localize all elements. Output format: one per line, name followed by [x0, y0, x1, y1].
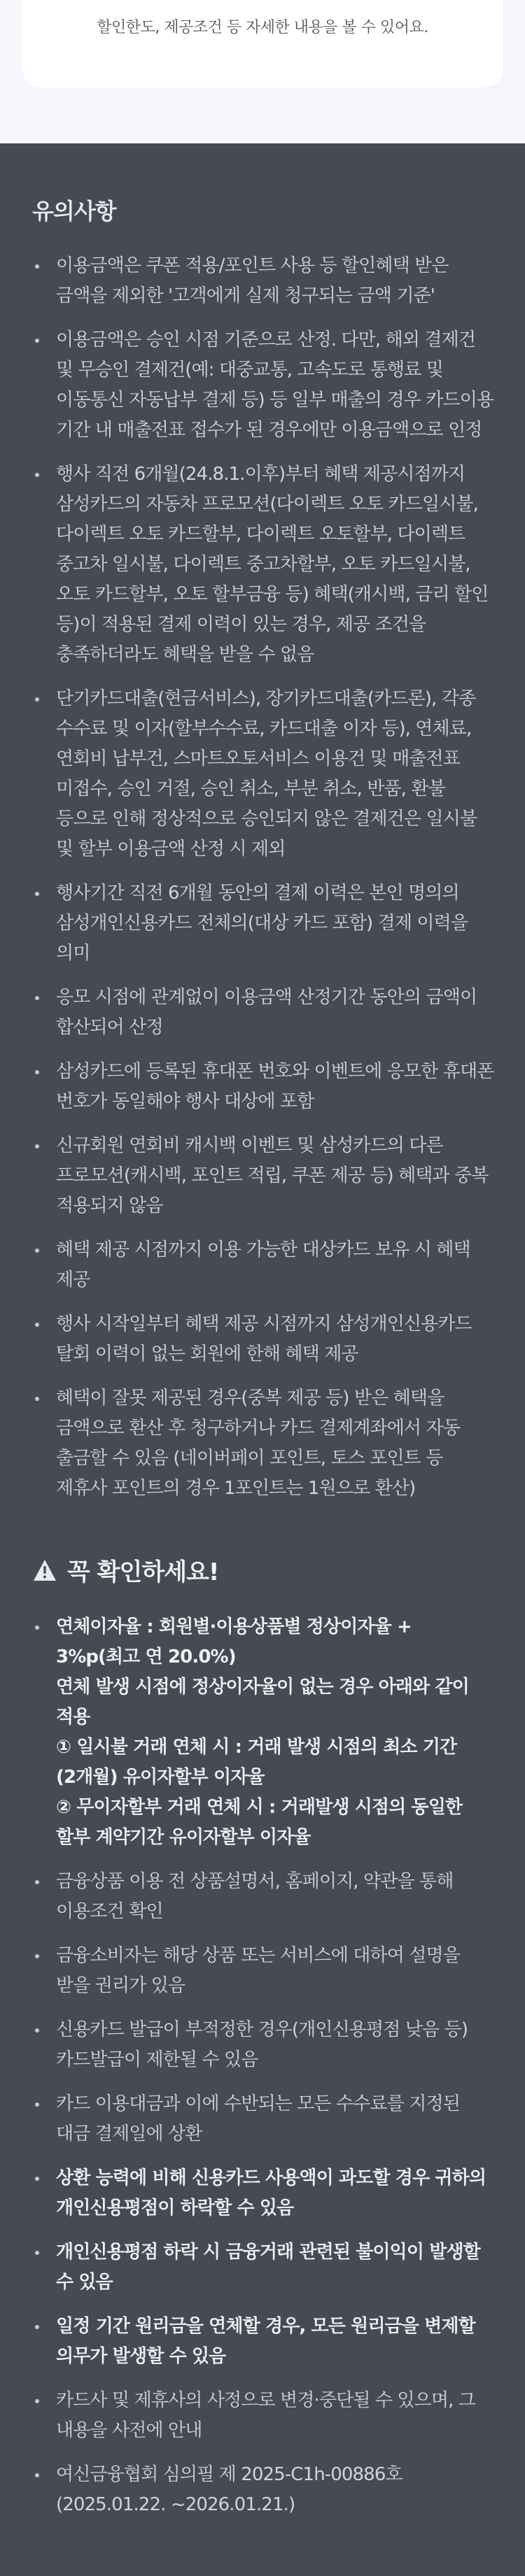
- warning-triangle-icon: [32, 1558, 57, 1582]
- warning-item: 개인신용평점 하락 시 금융거래 관련된 불이익이 발생할 수 있음: [32, 2237, 494, 2298]
- overdue-rate-line: 연체 발생 시점에 정상이자율이 없는 경우 아래와 같이 적용: [56, 1677, 469, 1728]
- notice-item: 혜택이 잘못 제공된 경우(중복 제공 등) 받은 혜택을 금액으로 환산 후 청구하거나 카드 결제계좌에서 자동 출금할 수 있음 (네이버페이 포인트, 토스 포인트 등 제휴사 포인트의 경우 1포인트는 1원으로 환산): [32, 1383, 494, 1504]
- info-card: [22, 0, 503, 87]
- notice-item: 삼성카드에 등록된 휴대폰 번호와 이벤트에 응모한 휴대폰 번호가 동일해야 행사 대상에 포함: [32, 1057, 494, 1117]
- overdue-rate-line: 연체이자율 : 회원별·이용상품별 정상이자율 + 3%p(최고 연 20.0%): [56, 1616, 412, 1667]
- overdue-rate-item: [32, 1612, 494, 1853]
- notice-item: 행사기간 직전 6개월 동안의 결제 이력은 본인 명의의 삼성개인신용카드 전체의(대상 카드 포함) 결제 이력을 의미: [32, 878, 494, 969]
- notice-item: 응모 시점에 관계없이 이용금액 산정기간 동안의 금액이 합산되어 산정: [32, 983, 494, 1043]
- warning-item: 여신금융협회 심의필 제 2025-C1h-00886호 (2025.01.22. ~2026.01.21.): [32, 2460, 494, 2520]
- notice-item: 신규회원 연회비 캐시백 이벤트 및 삼성카드의 다른 프로모션(캐시백, 포인트 적립, 쿠폰 제공 등) 혜택과 중복 적용되지 않음: [32, 1131, 494, 1221]
- warning-item: 신용카드 발급이 부적정한 경우(개인신용평점 낮음 등) 카드발급이 제한될 수 있음: [32, 2015, 494, 2075]
- notice-title: 유의사항: [32, 198, 116, 225]
- notice-item: 행사 직전 6개월(24.8.1.이후)부터 혜택 제공시점까지 삼성카드의 자동차 프로모션(다이렉트 오토 카드일시불, 다이렉트 오토 카드할부, 다이렉트 오토할부, 다이렉트 중고차 일시불, 다이렉트 중고차할부, 오토 카드일시불, 오토 카드할부, 오토 할부금융 등) 혜택(캐시백, 금리 할인 등)이 적용된 결제 이력이 있는 경우, 제공 조건을 충족하더라도 혜택을 받을 수 없음: [32, 460, 494, 670]
- notice-list: [32, 251, 494, 1504]
- overdue-rate-line: ② 무이자할부 거래 연체 시 : 거래발생 시점의 동일한 할부 계약기간 유이자할부 이자율: [56, 1797, 463, 1848]
- warning-list: [32, 1612, 494, 2520]
- warning-item: 카드사 및 제휴사의 사정으로 변경·중단될 수 있으며, 그 내용을 사전에 안내: [32, 2386, 494, 2446]
- warning-item: 일정 기간 원리금을 연체할 경우, 모든 원리금을 변제할 의무가 발생할 수 있음: [32, 2312, 494, 2372]
- warning-title-text: 꼭 확인하세요!: [67, 1558, 219, 1586]
- notice-item: 이용금액은 쿠폰 적용/포인트 사용 등 할인혜택 받은 금액을 제외한 '고객에게 실제 청구되는 금액 기준': [32, 251, 494, 311]
- warning-item: 금융소비자는 해당 상품 또는 서비스에 대하여 설명을 받을 권리가 있음: [32, 1941, 494, 2001]
- notice-item: 혜택 제공 시점까지 이용 가능한 대상카드 보유 시 혜택 제공: [32, 1235, 494, 1295]
- info-card-text: 할인한도, 제공조건 등 자세한 내용을 볼 수 있어요.: [97, 19, 428, 36]
- notice-item: 이용금액은 승인 시점 기준으로 산정. 다만, 해외 결제건 및 무승인 결제건(예: 대중교통, 고속도로 통행료 및 이동통신 자동납부 결제 등) 등 일부 매출의 경우 카드이용 기간 내 매출전표 접수가 된 경우에만 이용금액으로 인정: [32, 325, 494, 446]
- warning-title: [32, 1553, 494, 1587]
- warning-item: 카드 이용대금과 이에 수반되는 모든 수수료를 지정된 대금 결제일에 상환: [32, 2089, 494, 2149]
- notice-item: 행사 시작일부터 혜택 제공 시점까지 삼성개인신용카드 탈회 이력이 없는 회원에 한해 혜택 제공: [32, 1309, 494, 1369]
- top-area: [0, 0, 525, 143]
- warning-item: 금융상품 이용 전 상품설명서, 홈페이지, 약관을 통해 이용조건 확인: [32, 1867, 494, 1927]
- overdue-rate-line: ① 일시불 거래 연체 시 : 거래 발생 시점의 최소 기간 (2개월) 유이자할부 이자율: [56, 1737, 457, 1788]
- notice-item: 단기카드대출(현금서비스), 장기카드대출(카드론), 각종 수수료 및 이자(할부수수료, 카드대출 이자 등), 연체료, 연회비 납부건, 스마트오토서비스 이용건 및 매출전표 미접수, 승인 거절, 승인 취소, 부분 취소, 반품, 환불 등으로 인해 정상적으로 승인되지 않은 결제건은 일시불 및 할부 이용금액 산정 시 제외: [32, 684, 494, 864]
- notice-section: [0, 143, 525, 2576]
- warning-item: 상환 능력에 비해 신용카드 사용액이 과도할 경우 귀하의 개인신용평점이 하락할 수 있음: [32, 2163, 494, 2223]
